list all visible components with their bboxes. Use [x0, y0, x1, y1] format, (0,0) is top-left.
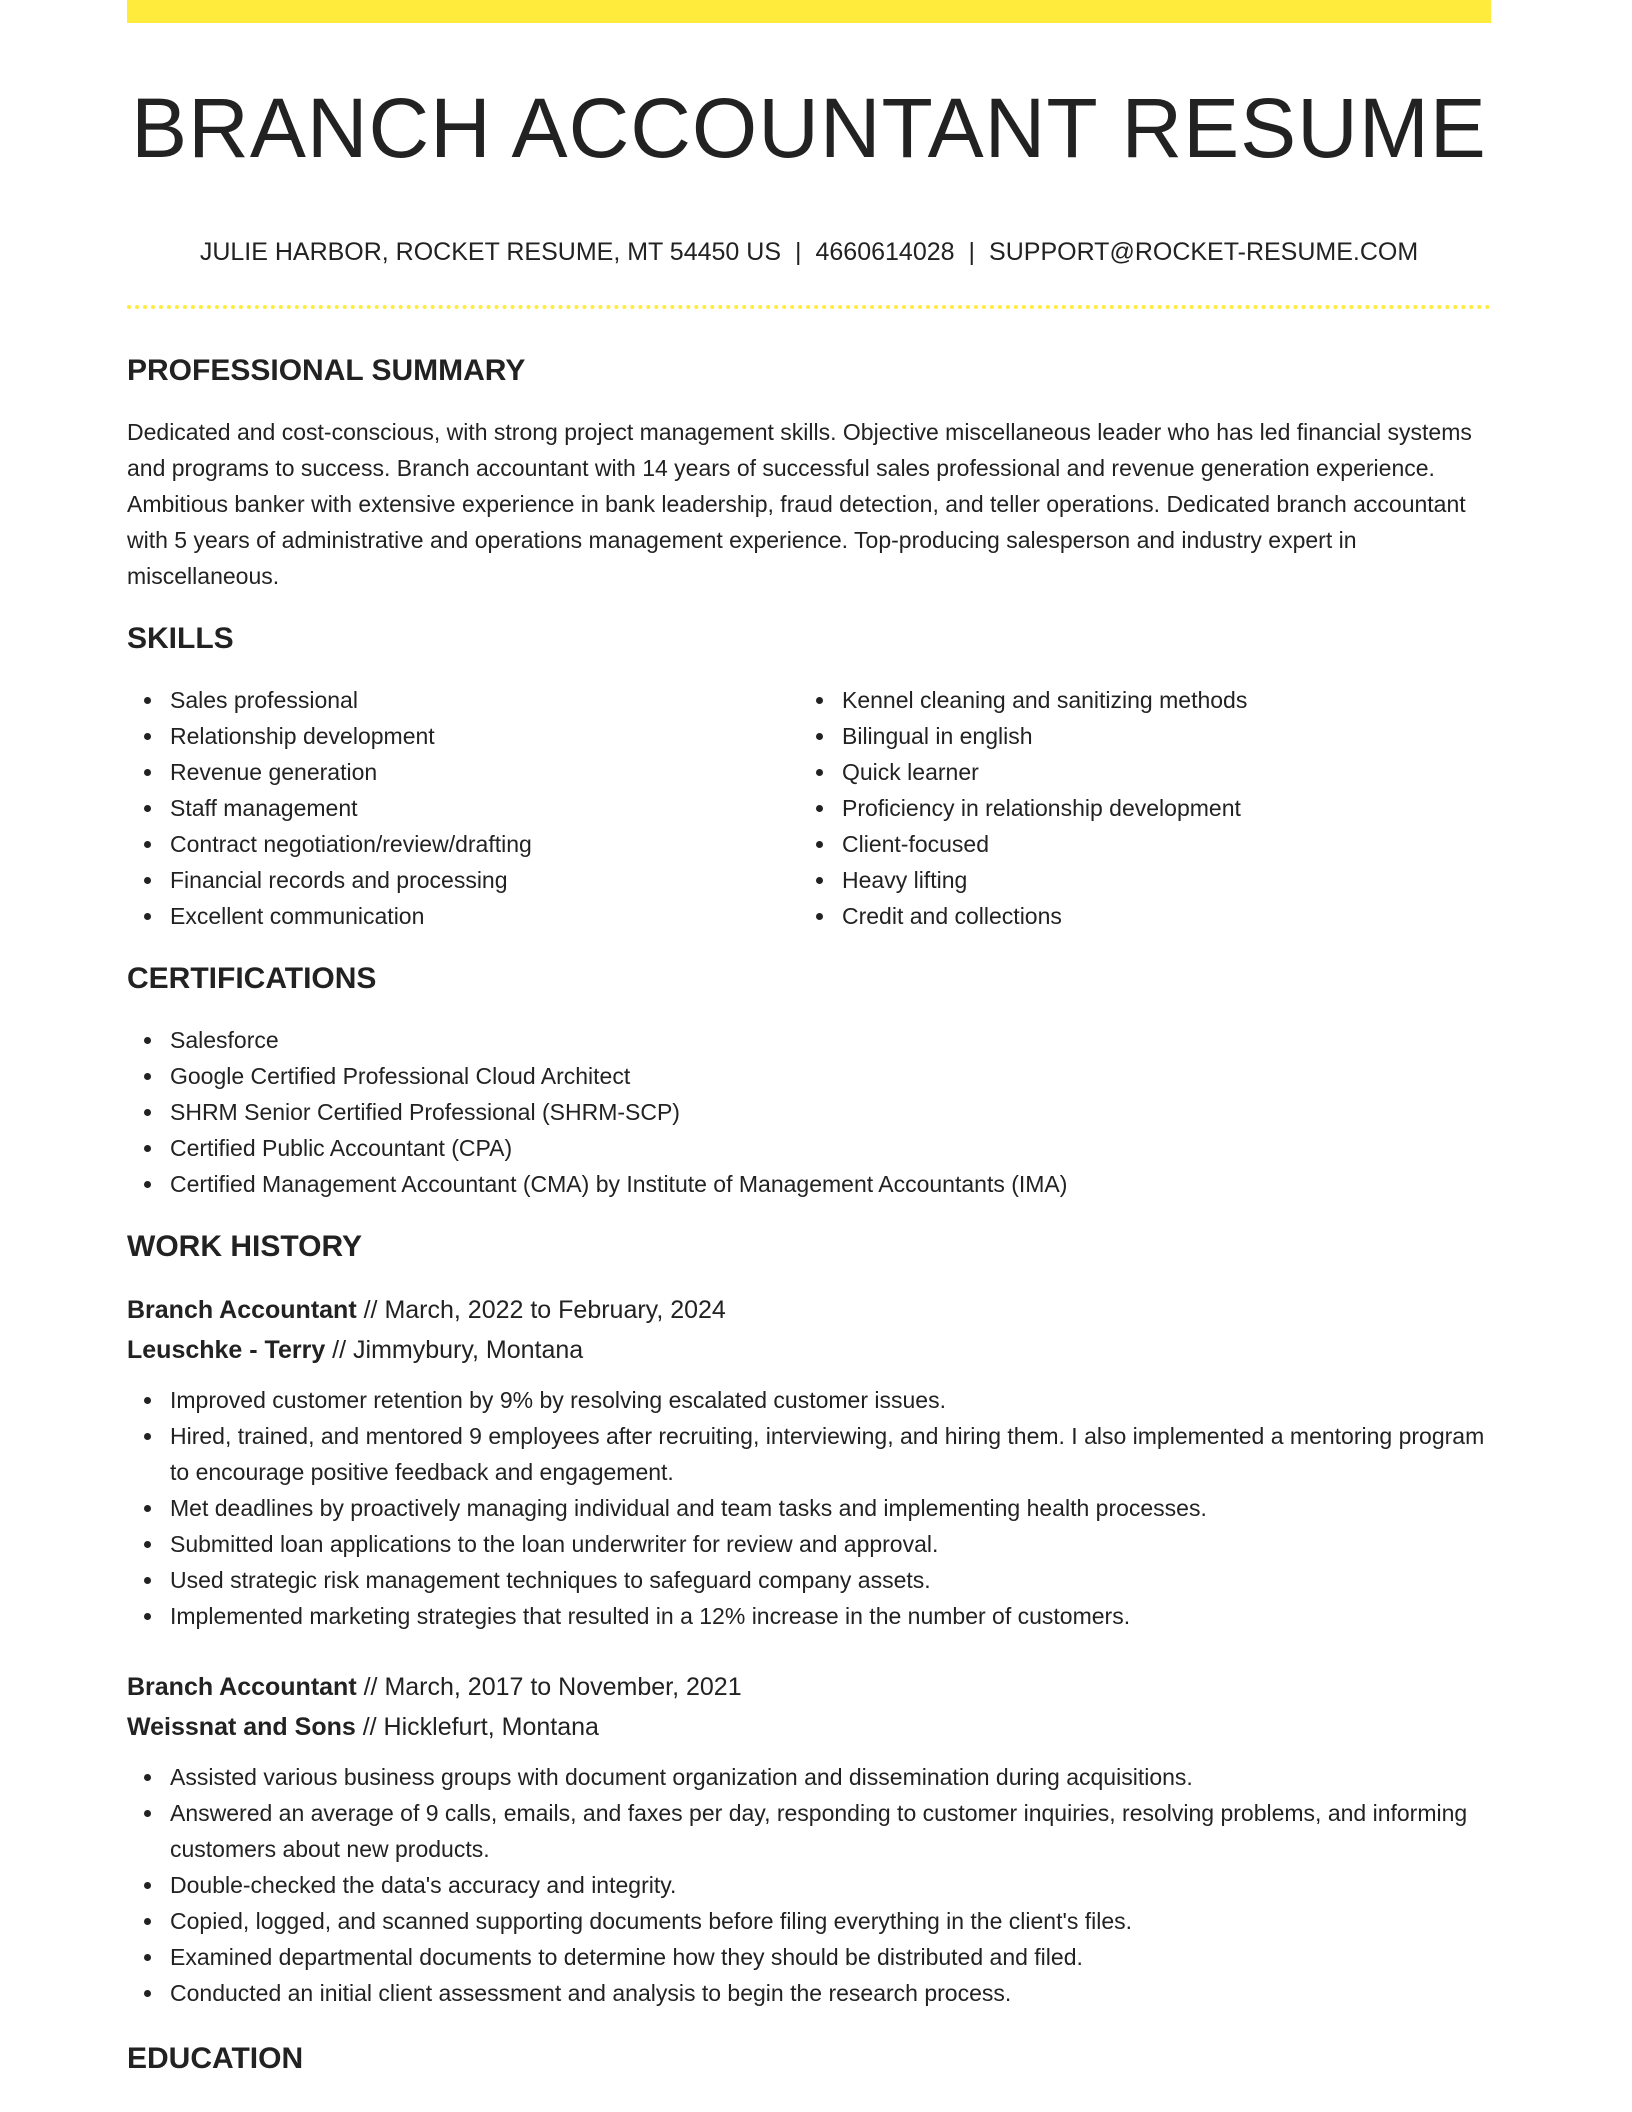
- skill-item: Kennel cleaning and sanitizing methods: [799, 682, 1491, 718]
- job-bullet: Met deadlines by proactively managing individual and team tasks and implementing health processes.: [127, 1490, 1491, 1526]
- job-title: Branch Accountant: [127, 1673, 357, 1701]
- certifications-heading: CERTIFICATIONS: [127, 962, 377, 995]
- certifications-list: [127, 1022, 1491, 1202]
- work-history-heading: WORK HISTORY: [127, 1230, 363, 1263]
- contact-phone: 4660614028: [815, 238, 955, 266]
- certification-item: Google Certified Professional Cloud Architect: [127, 1058, 1491, 1094]
- job-bullet: Assisted various business groups with document organization and dissemination during acquisitions.: [127, 1759, 1491, 1795]
- job-company: Leuschke - Terry: [127, 1336, 326, 1364]
- contact-separator: |: [795, 238, 802, 266]
- certification-item: SHRM Senior Certified Professional (SHRM-SCP): [127, 1094, 1491, 1130]
- contact-email: SUPPORT@ROCKET-RESUME.COM: [989, 238, 1419, 266]
- skill-item: Bilingual in english: [799, 718, 1491, 754]
- contact-address: JULIE HARBOR, ROCKET RESUME, MT 54450 US: [199, 238, 781, 266]
- job-dates: // March, 2017 to November, 2021: [356, 1673, 742, 1701]
- job-company-line: [127, 1707, 599, 1747]
- job-location: // Jimmybury, Montana: [325, 1336, 584, 1364]
- job-bullet: Implemented marketing strategies that resulted in a 12% increase in the number of customers.: [127, 1598, 1491, 1634]
- job-location: // Hicklefurt, Montana: [355, 1713, 599, 1741]
- resume-title: BRANCH ACCOUNTANT RESUME: [131, 81, 1487, 175]
- skill-item: Credit and collections: [799, 898, 1491, 934]
- contact-separator: |: [968, 238, 976, 266]
- skills-heading: SKILLS: [127, 622, 234, 655]
- job-bullet: Double-checked the data's accuracy and integrity.: [127, 1867, 1491, 1903]
- job-title-line: [127, 1667, 742, 1707]
- education-heading: EDUCATION: [127, 2042, 304, 2075]
- dotted-divider: [127, 305, 1491, 309]
- skill-item: Proficiency in relationship development: [799, 790, 1491, 826]
- skills-list-left: [127, 682, 787, 934]
- job-title-line: [127, 1290, 726, 1330]
- skills-list-right: [799, 682, 1491, 934]
- skill-item: Sales professional: [127, 682, 787, 718]
- job-company-line: [127, 1330, 583, 1370]
- skill-item: Heavy lifting: [799, 862, 1491, 898]
- job-bullet: Examined departmental documents to determine how they should be distributed and filed.: [127, 1939, 1491, 1975]
- certification-item: Salesforce: [127, 1022, 1491, 1058]
- skill-item: Staff management: [127, 790, 787, 826]
- top-accent-bar: [127, 0, 1491, 23]
- skill-item: Quick learner: [799, 754, 1491, 790]
- job-company: Weissnat and Sons: [127, 1713, 356, 1741]
- job-dates: // March, 2022 to February, 2024: [356, 1296, 726, 1324]
- certification-item: Certified Public Accountant (CPA): [127, 1130, 1491, 1166]
- skill-item: Financial records and processing: [127, 862, 787, 898]
- job-bullets: [127, 1759, 1491, 2011]
- job-bullet: Submitted loan applications to the loan underwriter for review and approval.: [127, 1526, 1491, 1562]
- job-bullet: Conducted an initial client assessment and analysis to begin the research process.: [127, 1975, 1491, 2011]
- job-bullet: Hired, trained, and mentored 9 employees after recruiting, interviewing, and hiring them. I also implemented a mentoring program to encourage positive feedback and engagement.: [127, 1418, 1491, 1490]
- skill-item: Revenue generation: [127, 754, 787, 790]
- job-title: Branch Accountant: [127, 1296, 357, 1324]
- summary-heading: PROFESSIONAL SUMMARY: [127, 354, 526, 387]
- skill-item: Client-focused: [799, 826, 1491, 862]
- job-bullet: Used strategic risk management techniques to safeguard company assets.: [127, 1562, 1491, 1598]
- job-bullets: [127, 1382, 1491, 1634]
- job-bullet: Answered an average of 9 calls, emails, and faxes per day, responding to customer inquiries, resolving problems, and informing customers about new products.: [127, 1795, 1491, 1867]
- certification-item: Certified Management Accountant (CMA) by Institute of Management Accountants (IMA): [127, 1166, 1491, 1202]
- skill-item: Relationship development: [127, 718, 787, 754]
- contact-line: [127, 236, 1491, 268]
- summary-text: Dedicated and cost-conscious, with strong project management skills. Objective miscellaneous leader who has led financial systems and programs to success. Branch accountant with 14 years of successful sales professional and revenue generation experience. Ambitious banker with extensive experience in bank leadership, fraud detection, and teller operations. Dedicated branch accountant with 5 years of administrative and operations management experience. Top-producing salesperson and industry expert in miscellaneous.: [127, 419, 1472, 589]
- job-bullet: Copied, logged, and scanned supporting documents before filing everything in the client's files.: [127, 1903, 1491, 1939]
- skill-item: Excellent communication: [127, 898, 787, 934]
- job-bullet: Improved customer retention by 9% by resolving escalated customer issues.: [127, 1382, 1491, 1418]
- skill-item: Contract negotiation/review/drafting: [127, 826, 787, 862]
